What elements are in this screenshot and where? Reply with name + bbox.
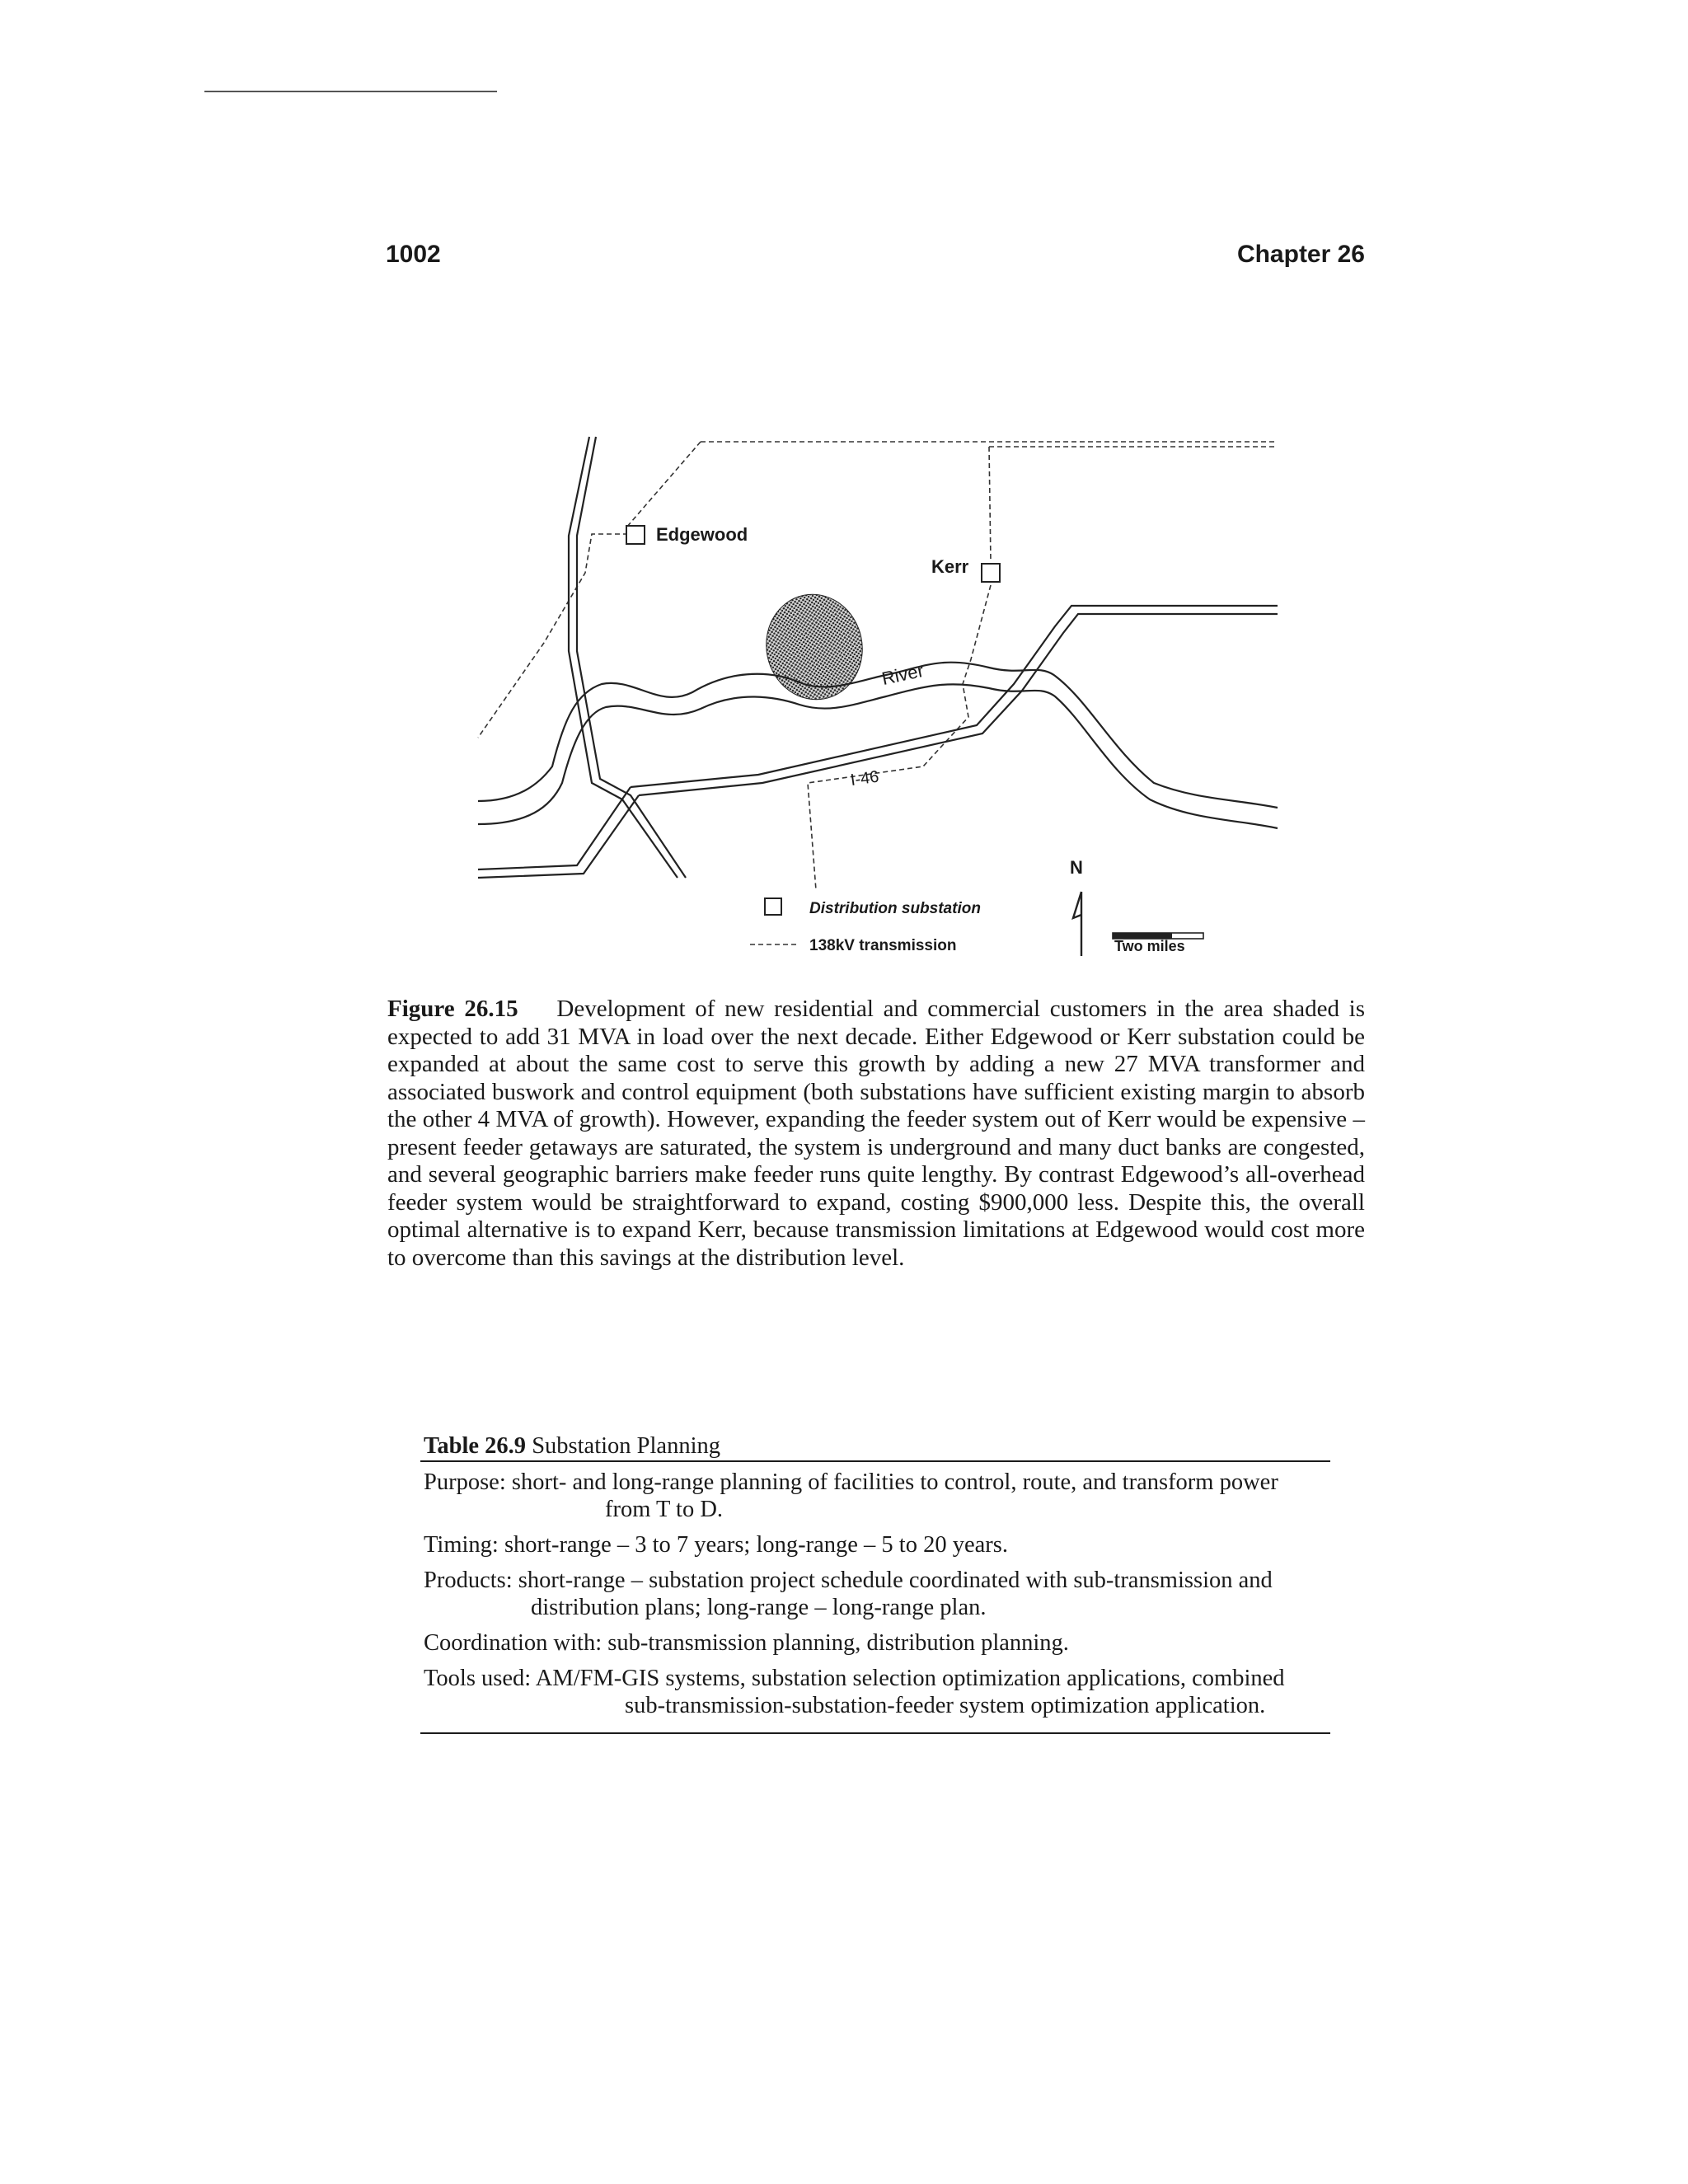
chapter-title: Chapter 26: [1236, 241, 1365, 268]
table-row-text: Purpose: short- and long-range planning of facilities to control, route, and transform power: [424, 1469, 1278, 1495]
kerr-label: Kerr: [931, 556, 969, 577]
highway-east-south: [639, 614, 1278, 795]
highway-label: I-46: [849, 767, 880, 790]
page-number: 1002: [386, 241, 441, 268]
legend-substation-label: Distribution substation: [809, 900, 981, 917]
road-west-edge: [569, 437, 678, 878]
transmission-to-edgewood: [626, 442, 701, 527]
table-row-text: Tools used: AM/FM-GIS systems, substation selection optimization applications, combined: [424, 1666, 1285, 1691]
legend-substation-icon: [765, 898, 781, 915]
kerr-substation-icon: [982, 564, 1000, 582]
table-row-text: Timing: short-range – 3 to 7 years; long-range – 5 to 20 years.: [424, 1532, 1008, 1558]
table-title-text: Substation Planning: [532, 1433, 720, 1459]
transmission-to-kerr: [989, 447, 991, 562]
table-row-coordination: [420, 1629, 1330, 1657]
edgewood-label: Edgewood: [656, 524, 748, 545]
table-row-timing: [420, 1531, 1330, 1558]
table-bottom-rule: [420, 1732, 1330, 1734]
highway-east-north: [631, 606, 1278, 787]
river-label: River: [879, 659, 926, 690]
river-banks: [478, 663, 1278, 828]
north-label: N: [1070, 857, 1083, 878]
table-row-continuation: distribution plans; long-range – long-range plan.: [531, 1595, 987, 1620]
interstate-46: [478, 606, 1278, 878]
table-row-tools: [420, 1665, 1330, 1719]
growth-area-shading: [757, 585, 872, 708]
top-rule: [204, 91, 497, 92]
substation-planning-table: [420, 1432, 1330, 1734]
table-rows: [420, 1462, 1330, 1732]
figure-caption: [387, 996, 1365, 1272]
edgewood-substation-icon: [626, 526, 645, 544]
running-head: [386, 241, 1365, 269]
table-row-continuation: from T to D.: [605, 1497, 724, 1522]
figure-caption-text: Development of new residential and commercial customers in the area shaded is expected to add 31 MVA in load over the next decade. Either Edgewood or Kerr substation could be expanded at about the same cost to serve this growth by adding a new 27 MVA transformer and associated buswork and control equipment (both substations have sufficient existing margin to absorb the other 4 MVA of growth). However, expanding the feeder system out of Kerr would be expensive – present feeder getaways are saturated, the system is underground and many duct banks are congested, and several geographic barriers make feeder runs quite lengthy. By contrast Edgewood’s all-overhead feeder system would be straightforward to expand, costing $900,000 less. Despite this, the overall optimal alternative is to expand Kerr, because transmission limitations at Edgewood would cost more to overcome than this savings at the distribution level.: [387, 996, 1366, 1271]
table-row-continuation: sub-transmission-substation-feeder system optimization application.: [625, 1693, 1266, 1718]
north-arrow-icon: [1073, 892, 1081, 956]
table-title: [420, 1432, 1330, 1460]
table-row-text: Products: short-range – substation project schedule coordinated with sub-transmission and: [424, 1568, 1273, 1593]
table-row-products: [420, 1567, 1330, 1621]
table-row-text: Coordination with: sub-transmission planning, distribution planning.: [424, 1630, 1069, 1656]
table-row-purpose: [420, 1469, 1330, 1523]
legend-transmission-label: 138kV transmission: [809, 937, 957, 954]
transmission-lines: [478, 442, 1278, 890]
scale-label: Two miles: [1114, 938, 1185, 954]
figure-caption-label: Figure 26.15: [387, 996, 518, 1022]
table-label: Table 26.9: [424, 1433, 527, 1459]
service-area-map: [462, 420, 1286, 997]
